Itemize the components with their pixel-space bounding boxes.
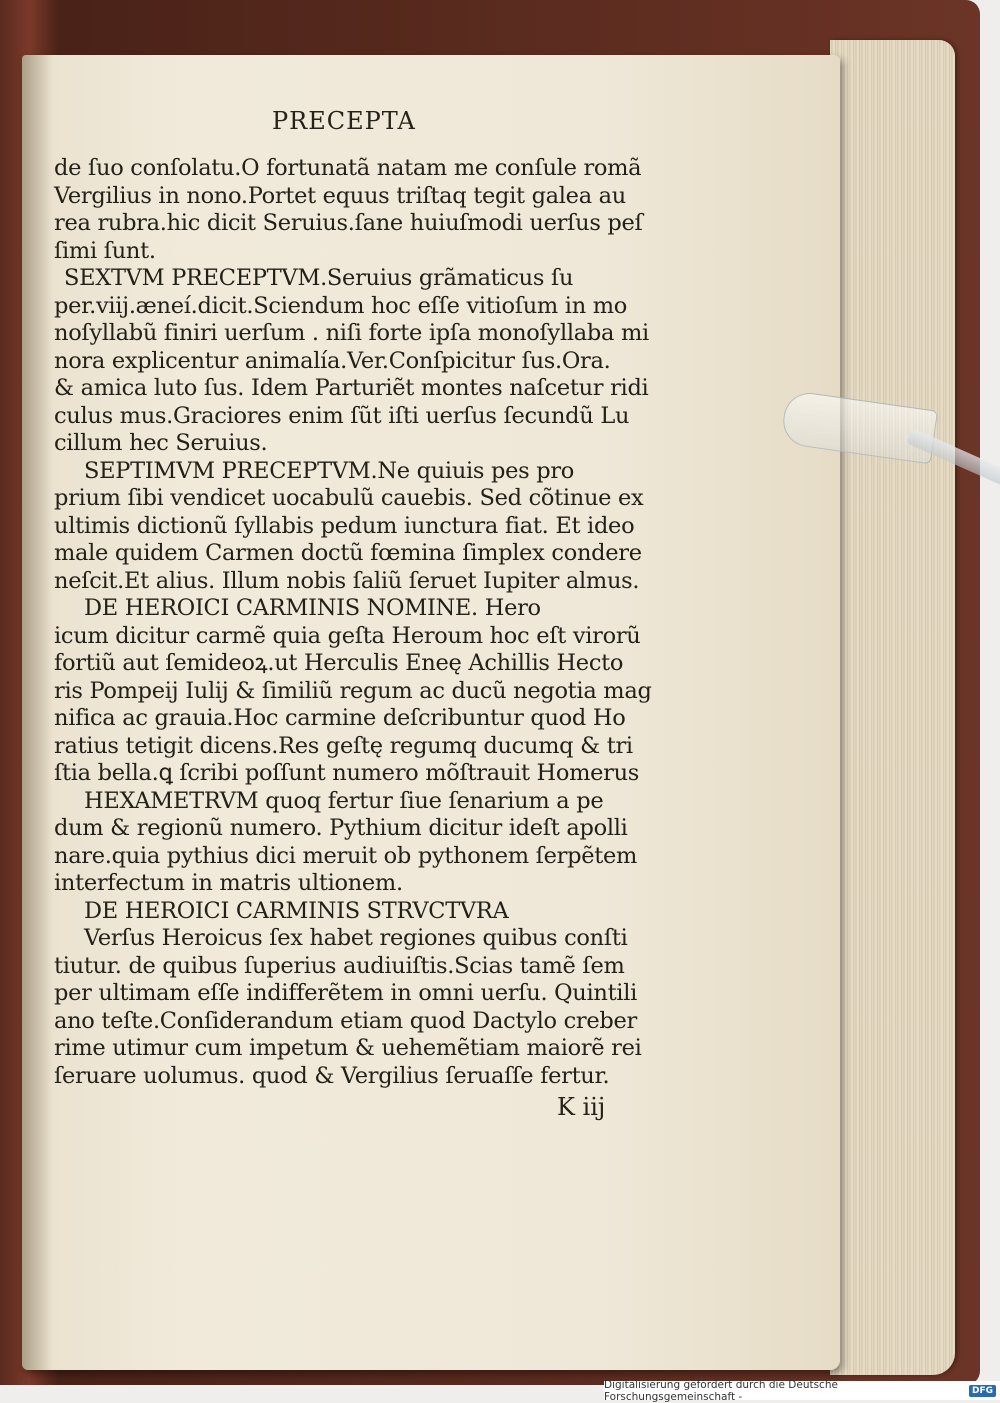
- text-line: Vergilius in nono.Portet equus triſtaq tegit galea au: [54, 182, 626, 209]
- text-line: dum & regionũ numero. Pythium dicitur ideſt apolli: [54, 815, 628, 841]
- text-line: neſcit.Et alius. Illum nobis ſaliũ ſeruet Iupiter almus.: [54, 567, 640, 594]
- dfg-logo: DFG: [969, 1385, 996, 1397]
- text-line: DE HEROICI CARMINIS STRVCTVRA: [84, 897, 509, 924]
- text-line: per ultimam eſſe indifferẽtem in omni uerſu. Quintili: [54, 980, 637, 1006]
- text-line: SEXTVM PRECEPTVM.Seruius grãmaticus ſu: [64, 265, 574, 291]
- page-edges: [830, 40, 955, 1375]
- text-line: rime utimur cum impetum & uehemẽtiam maiorẽ rei: [54, 1035, 642, 1061]
- text-line: ratius tetigit dicens.Res geſtę regumq ducumq & tri: [54, 732, 633, 759]
- text-line: nare.quia pythius dici meruit ob pythonem ſerpẽtem: [54, 842, 638, 869]
- text-line: male quidem Carmen doctũ fœmina ſimplex condere: [54, 540, 642, 566]
- running-head: PRECEPTA: [272, 107, 416, 135]
- text-line: ano teſte.Conſiderandum etiam quod Dactylo creber: [54, 1007, 637, 1034]
- text-line: HEXAMETRVM quoq fertur ſiue ſenarium a pe: [84, 787, 604, 814]
- credit-text: Digitalisierung gefördert durch die Deutsche Forschungsgemeinschaft -: [604, 1378, 838, 1403]
- text-line: tiutur. de quibus ſuperius audiuiſtis.Scias tamẽ ſem: [54, 952, 625, 979]
- text-line: de ſuo conſolatu.O fortunatã natam me conſule romã: [54, 155, 642, 181]
- text-line: & amica luto ſus. Idem Parturiẽt montes naſcetur ridi: [54, 375, 649, 401]
- book-page: [22, 55, 840, 1370]
- text-line: interfectum in matris ultionem.: [54, 870, 403, 896]
- text-line: nora explicentur animalía.Ver.Conſpicitur ſus.Ora.: [54, 347, 611, 374]
- text-line: noſyllabũ finiri uerſum . niſi forte ipſa monoſyllaba mi: [54, 320, 649, 346]
- text-line: per.viij.æneí.dicit.Sciendum hoc eſſe vitioſum in mo: [54, 292, 628, 319]
- page-gutter: [22, 55, 52, 1370]
- signature-mark: K iij: [557, 1093, 606, 1121]
- text-line: DE HEROICI CARMINIS NOMINE. Hero: [84, 595, 541, 621]
- text-line: ſeruare uolumus. quod & Vergilius ſeruaſſe fertur.: [54, 1062, 610, 1089]
- text-line: Verſus Heroicus ſex habet regiones quibus conſti: [84, 925, 628, 951]
- text-line: ultimis dictionũ ſyllabis pedum iunctura fiat. Et ideo: [54, 512, 635, 539]
- text-line: nifica ac grauia.Hoc carmine deſcribuntur quod Ho: [54, 705, 626, 731]
- text-line: ris Pompeij Iulij & ſimiliũ regum ac ducũ negotia mag: [54, 677, 652, 704]
- text-line: prium ſibi vendicet uocabulũ cauebis. Sed cõtinue ex: [54, 485, 644, 511]
- text-line: culus mus.Graciores enim ſũt iſti uerſus ſecundũ Lu: [54, 402, 630, 429]
- text-line: icum dicitur carmẽ quia geſta Heroum hoc eſt virorũ: [54, 622, 641, 649]
- text-line: rea rubra.hic dicit Seruius.ſane huiuſmodi uerſus peſ: [54, 210, 643, 236]
- page-text: [54, 155, 674, 1090]
- text-line: cillum hec Seruius.: [54, 430, 268, 456]
- text-line: ſimi ſunt.: [54, 237, 156, 264]
- text-line: fortiũ aut ſemideoꝝ.ut Herculis Eneę Achillis Hecto: [54, 650, 624, 676]
- digitization-credit: [604, 1378, 1000, 1403]
- text-line: ſtia bella.ꝗ ſcribi poſſunt numero mõſtrauit Homerus: [54, 760, 640, 786]
- text-line: SEPTIMVM PRECEPTVM.Ne quiuis pes pro: [84, 457, 575, 484]
